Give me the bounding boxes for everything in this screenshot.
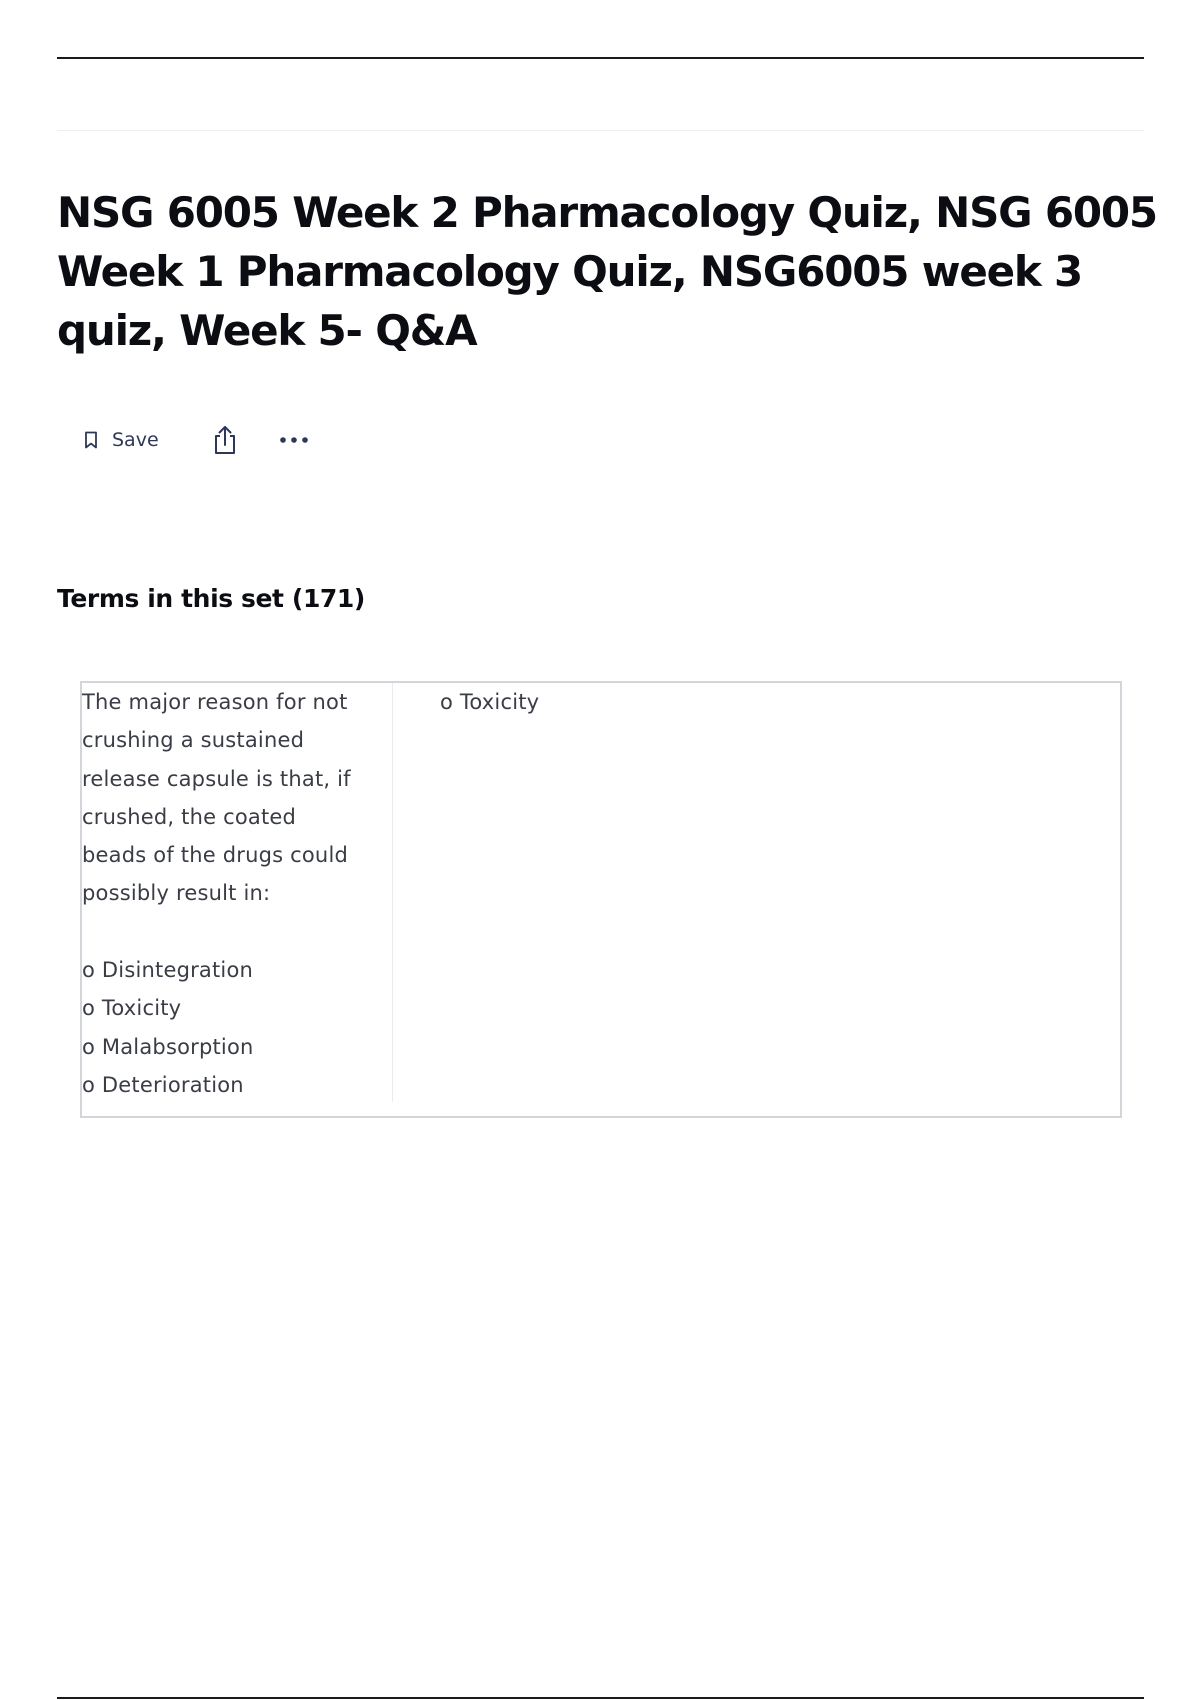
page-title: NSG 6005 Week 2 Pharmacology Quiz, NSG 6005 Week 1 Pharmacology Quiz, NSG6005 week 3 quiz, Week 5- Q&A (57, 188, 1157, 355)
header-divider (57, 130, 1144, 131)
save-label: Save (112, 429, 159, 451)
definition-text: o Toxicity (440, 690, 540, 714)
set-toolbar (84, 420, 309, 460)
share-icon (211, 425, 239, 455)
top-divider (57, 57, 1144, 59)
bottom-divider (57, 1697, 1144, 1699)
terms-heading: Terms in this set (171) (57, 584, 365, 613)
more-horizontal-icon (279, 436, 309, 444)
bookmark-icon (84, 431, 98, 449)
term-text: The major reason for not crushing a sustained release capsule is that, if crushed, the coated beads of the drugs could possibly result in: o Disintegration o Toxicity o Malabsorption o Deterioration (82, 683, 393, 1102)
more-options-button[interactable] (279, 436, 309, 444)
term-card (80, 681, 1122, 1118)
save-button[interactable] (84, 429, 159, 451)
share-button[interactable] (211, 425, 239, 455)
